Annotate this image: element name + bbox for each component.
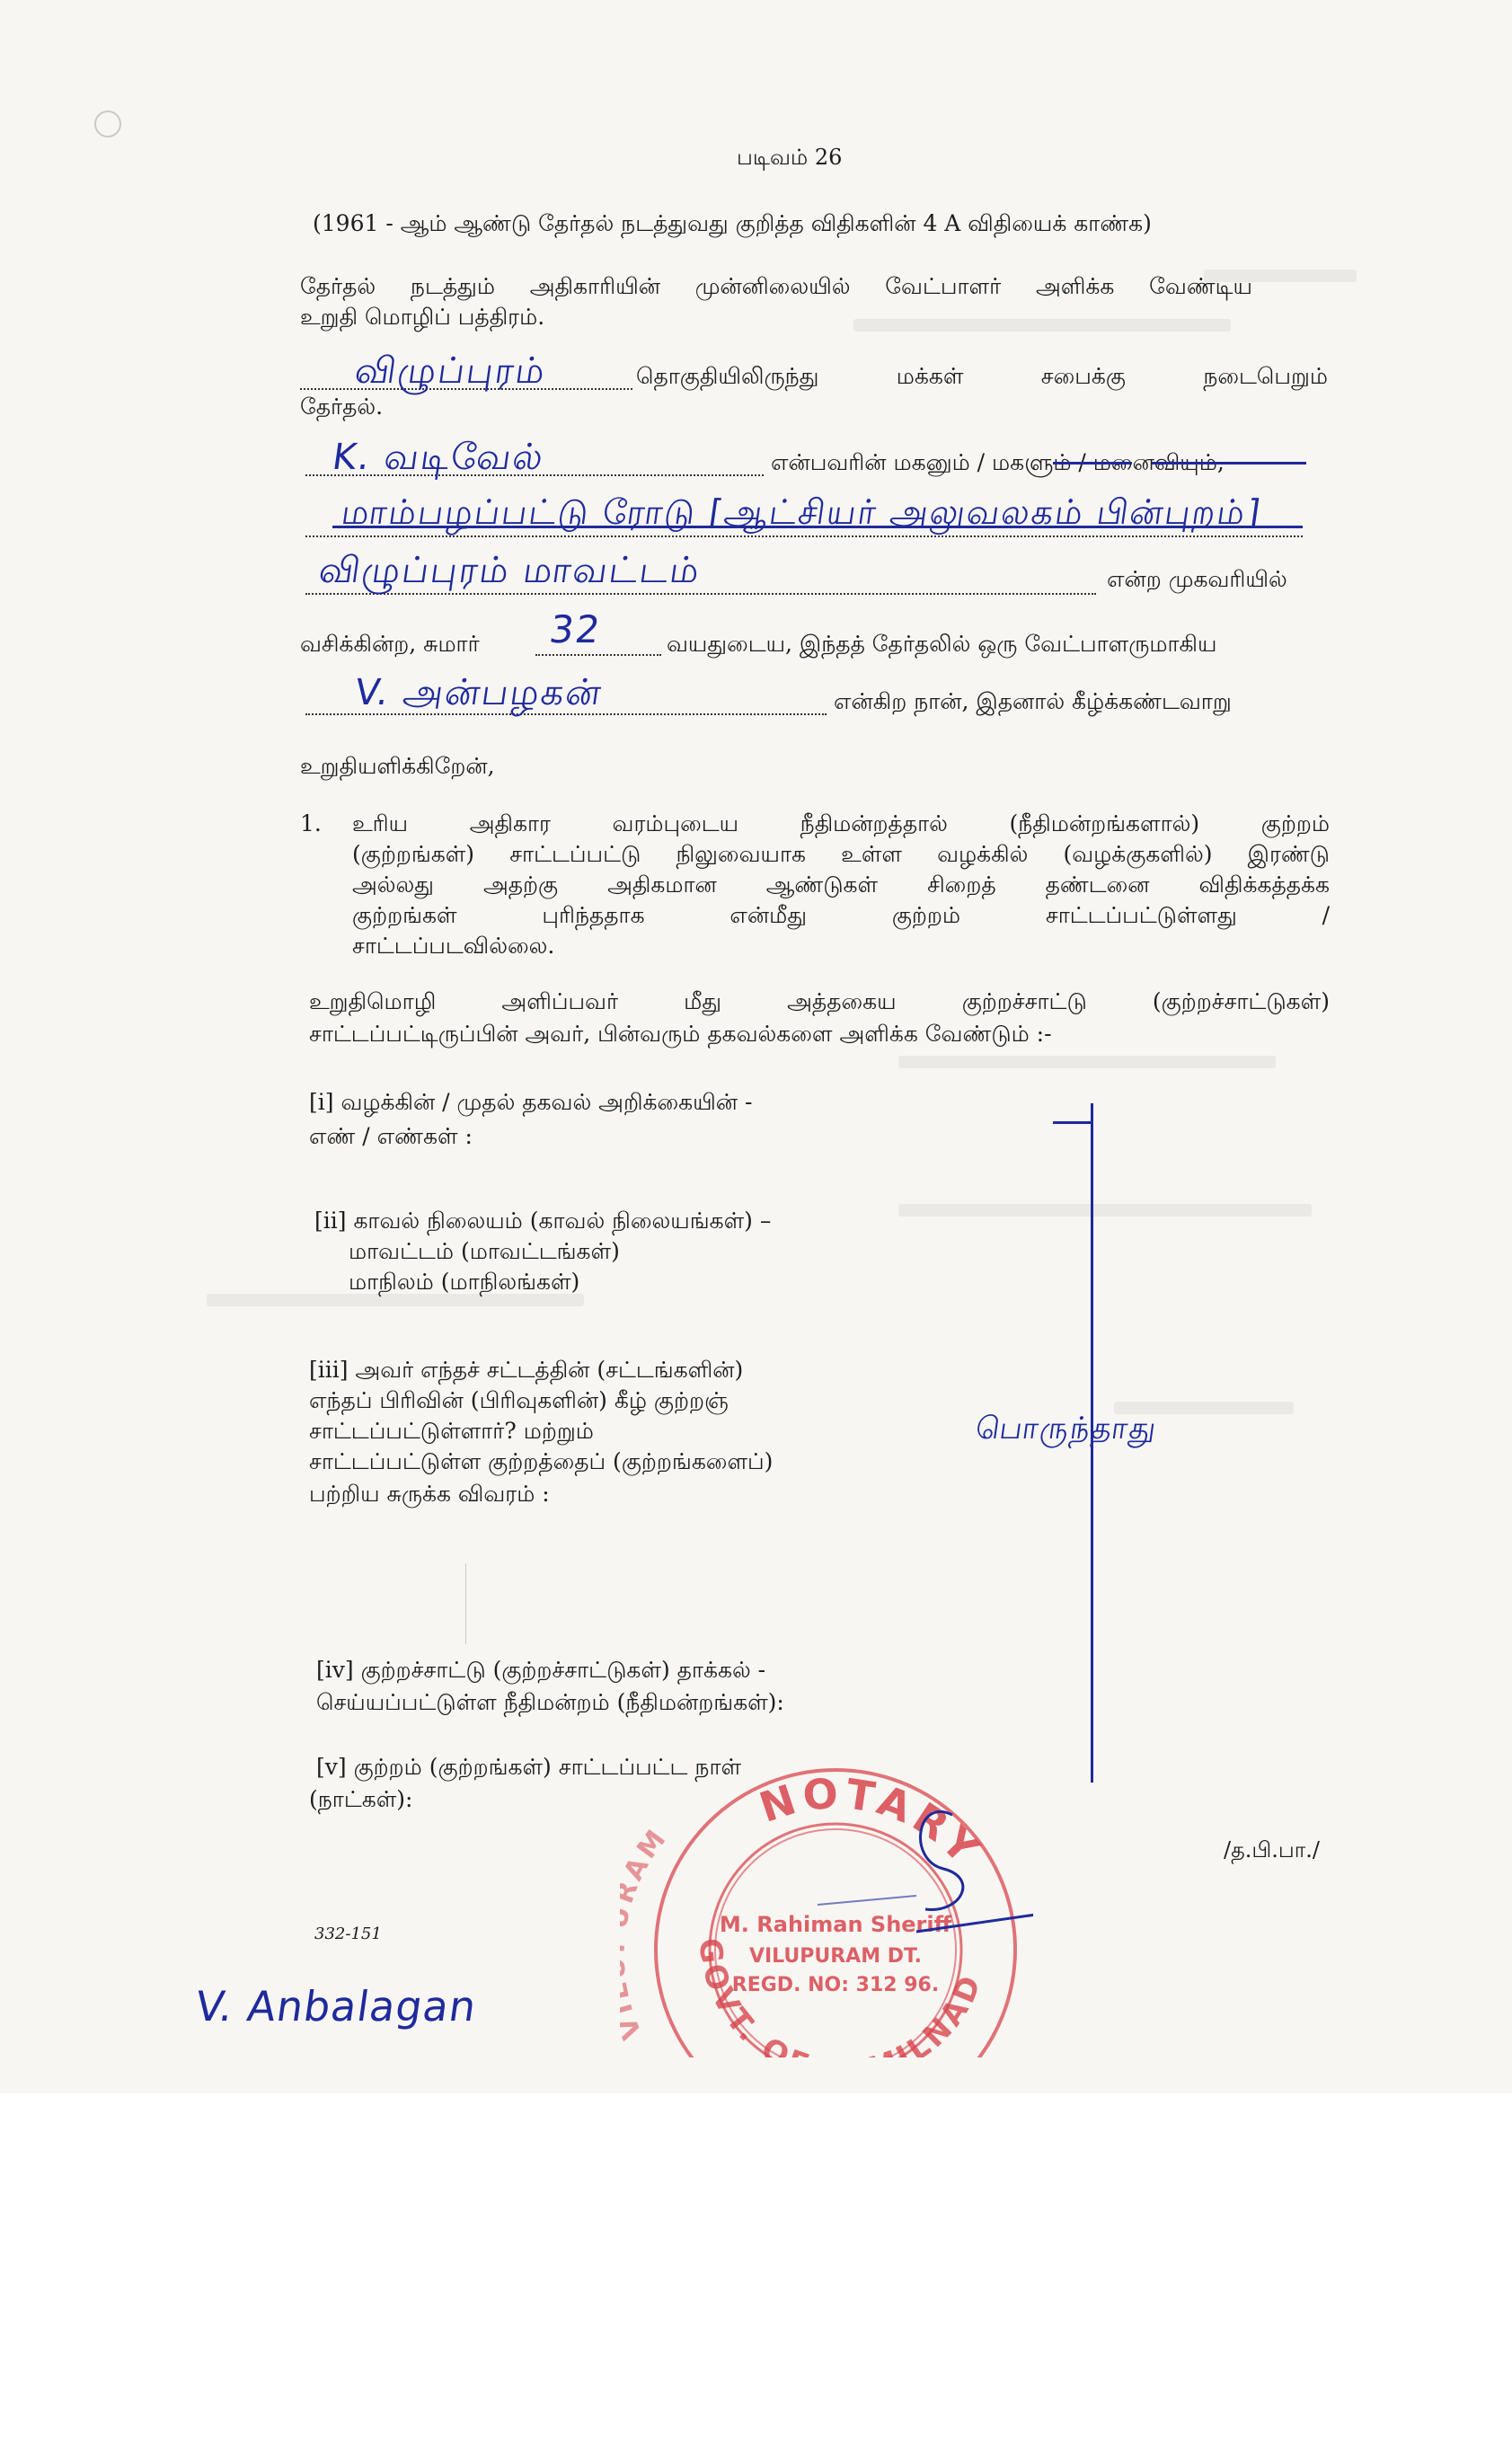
declaration-line-3: அல்லது அதற்கு அதிகமான ஆண்டுகள் சிறைத் தண்டனை விதிக்கத்தக்க xyxy=(352,872,1330,898)
stamp-top-text: NOTARY xyxy=(753,1768,992,1877)
form-title: படிவம் 26 xyxy=(737,145,843,170)
notary-stamp-graphic xyxy=(620,1761,1033,2057)
address-label: என்ற முகவரியில் xyxy=(1107,566,1287,592)
handwritten-constituency: விழுப்புரம் xyxy=(352,350,550,392)
stamp-reg-number: REGD. NO: 312 96. xyxy=(731,1974,940,1996)
item-iii-line-4: சாட்டப்பட்டுள்ள குற்றத்தைப் (குற்றங்களைப்) xyxy=(309,1448,774,1474)
bleed-through-mark xyxy=(853,319,1231,332)
age-blank xyxy=(535,654,661,656)
item-iii-line-5: பற்றிய சுருக்க விவரம் : xyxy=(309,1481,550,1507)
handwritten-father-name: K. வடிவேல் xyxy=(330,437,548,478)
item-v-line-2: (நாட்கள்): xyxy=(309,1786,413,1812)
notary-stamp xyxy=(620,1761,1033,2057)
declare-text: என்கிற நான், இதனால் கீழ்க்கண்டவாறு xyxy=(834,688,1232,714)
bleed-through-mark xyxy=(898,1056,1276,1068)
blank-area xyxy=(0,2093,1512,2442)
followup-line-2: சாட்டப்பட்டிருப்பின் அவர், பின்வரும் தகவல்களை அளிக்க வேண்டும் :- xyxy=(309,1021,1052,1047)
strike-wife xyxy=(1152,462,1306,465)
handwritten-candidate-name: V. அன்பழகன் xyxy=(352,672,606,713)
address-underline xyxy=(332,526,1303,528)
punch-hole-mark xyxy=(90,106,126,142)
bracket-tick-top xyxy=(1053,1121,1092,1124)
declaration-line-2: (குற்றங்கள்) சாட்டப்பட்டு நிலுவையாக உள்ள வழக்கில் (வழக்குகளில்) இரண்டு xyxy=(352,841,1330,867)
svg-text:NOTARY xyxy=(754,1768,992,1876)
item-iii-line-3: சாட்டப்பட்டுள்ளார்? மற்றும் xyxy=(309,1418,594,1444)
item-iv-line-2: செய்யப்பட்டுள்ள நீதிமன்றம் (நீதிமன்றங்கள்): xyxy=(316,1689,784,1715)
item-ii-line-1: [ii] காவல் நிலையம் (காவல் நிலையங்கள்) – xyxy=(314,1208,772,1234)
item-iii-line-2: எந்தப் பிரிவின் (பிரிவுகளின்) கீழ் குற்றஞ் xyxy=(309,1387,729,1413)
bleed-through-mark xyxy=(898,1204,1312,1217)
item-iv-line-1: [iv] குற்றச்சாட்டு (குற்றச்சாட்டுகள்) தாக்கல் - xyxy=(316,1657,766,1683)
stamp-bottom-text: GOVT. O ILNAD xyxy=(691,1936,990,2057)
item-i-line-2: எண் / எண்கள் : xyxy=(309,1123,473,1149)
followup-line-1: உறுதிமொழி அளிப்பவர் மீது அத்தகைய குற்றச்சாட்டு (குற்றச்சாட்டுகள்) xyxy=(309,988,1330,1014)
intro-line-1: தேர்தல் நடத்தும் அதிகாரியின் முன்னிலையில் வேட்பாளர் அளிக்க வேண்டிய xyxy=(300,273,1252,299)
age-suffix: வயதுடைய, இந்தத் தேர்தலில் ஒரு வேட்பாளருமாகிய xyxy=(667,631,1217,657)
residing-prefix: வசிக்கின்ற, சுமார் xyxy=(300,631,480,657)
stamp-place: VILUPURAM DT. xyxy=(748,1945,923,1968)
form-code: 332-151 xyxy=(314,1924,382,1943)
declaration-line-1: உரிய அதிகார வரம்புடைய நீதிமன்றத்தால் (நீதிமன்றங்களால்) குற்றம் xyxy=(352,810,1330,836)
declaration-line-5: சாட்டப்படவில்லை. xyxy=(352,933,555,959)
stamp-left-text: AM xyxy=(620,1821,675,1886)
notary-signature-stroke xyxy=(818,1896,916,1905)
item-i-line-1: [i] வழக்கின் / முதல் தகவல் அறிக்கையின் - xyxy=(309,1089,753,1115)
declaration-number: 1. xyxy=(300,810,322,836)
constituency-label-end: தேர்தல். xyxy=(300,394,384,420)
handwritten-age: 32 xyxy=(546,607,605,651)
handwritten-address-line-1: மாம்பழப்பட்டு ரோடு [ஆட்சியர் அலுவலகம் பின்புறம்] xyxy=(339,492,1265,532)
handwritten-not-applicable: பொருந்தாது xyxy=(973,1411,1161,1447)
strike-daughter xyxy=(1053,462,1132,465)
handwritten-address-line-2: விழுப்புரம் மாவட்டம் xyxy=(316,550,704,591)
item-ii-line-2: மாவட்டம் (மாவட்டங்கள்) xyxy=(349,1238,620,1264)
declare-end: உறுதியளிக்கிறேன், xyxy=(300,753,495,779)
item-ii-line-3: மாநிலம் (மாநிலங்கள்) xyxy=(349,1269,580,1295)
stamp-notary-name: M. Rahiman Sheriff xyxy=(719,1912,952,1937)
candidate-signature: V. Anbalagan xyxy=(192,1982,481,2031)
faint-column-line xyxy=(465,1563,466,1644)
constituency-label: தொகுதியிலிருந்து மக்கள் சபைக்கு நடைபெறும் xyxy=(636,363,1328,389)
rule-reference: (1961 - ஆம் ஆண்டு தேர்தல் நடத்துவது குறித்த விதிகளின் 4 A விதியைக் காண்க) xyxy=(313,210,1152,236)
intro-line-2: உறுதி மொழிப் பத்திரம். xyxy=(300,304,545,330)
item-iii-line-1: [iii] அவர் எந்தச் சட்டத்தின் (சட்டங்களின்) xyxy=(309,1357,744,1383)
declaration-line-4: குற்றங்கள் புரிந்ததாக என்மீது குற்றம் சாட்டப்பட்டுள்ளது / xyxy=(352,902,1330,928)
item-v-line-1: [v] குற்றம் (குற்றங்கள்) சாட்டப்பட்ட நாள் xyxy=(316,1754,742,1780)
relation-label: என்பவரின் மகனும் / மகளும் / மனைவியும், xyxy=(771,449,1225,475)
continued-mark: /த.பி.பா./ xyxy=(1224,1837,1320,1862)
